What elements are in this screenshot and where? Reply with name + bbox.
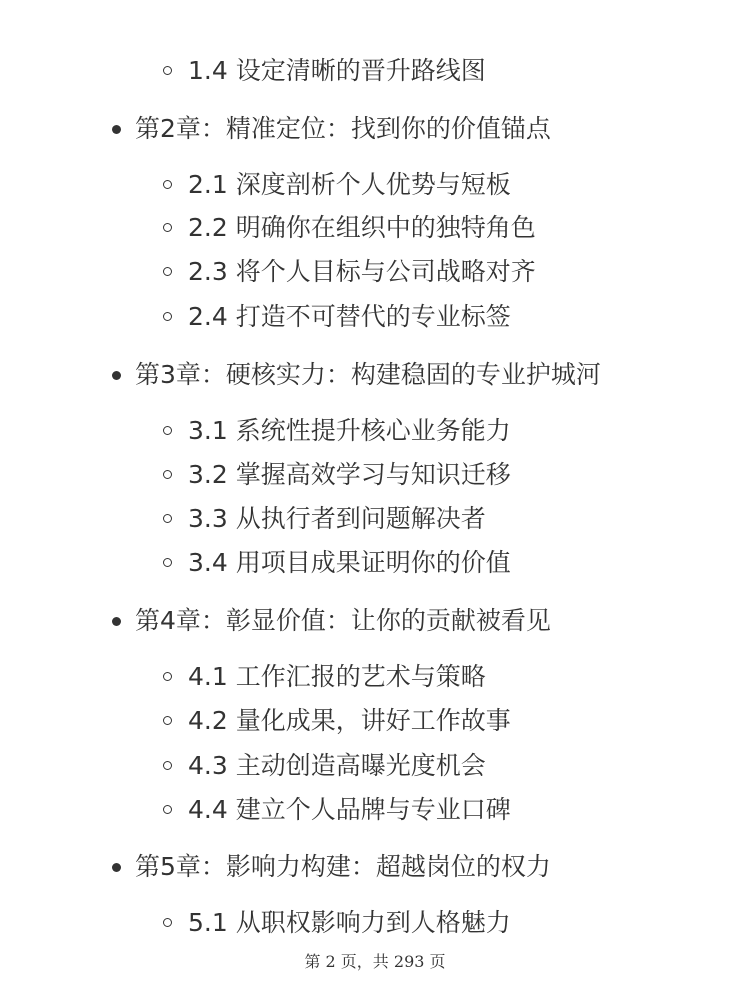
toc-item-label: 2.4 打造不可替代的专业标签 xyxy=(188,302,511,331)
hollow-bullet-icon xyxy=(163,426,172,435)
hollow-bullet-icon xyxy=(163,180,172,189)
page-number-footer: 第 2 页，共 293 页 xyxy=(304,952,446,971)
filled-bullet-icon xyxy=(112,371,121,380)
filled-bullet-icon xyxy=(112,125,121,134)
hollow-bullet-icon xyxy=(163,672,172,681)
hollow-bullet-icon xyxy=(163,514,172,523)
toc-item-label: 5.1 从职权影响力到人格魅力 xyxy=(188,908,511,937)
toc-item-label: 3.2 掌握高效学习与知识迁移 xyxy=(188,460,511,489)
toc-item-label: 4.2 量化成果，讲好工作故事 xyxy=(188,706,511,735)
filled-bullet-icon xyxy=(112,617,121,626)
toc-chapter-label: 第2章：精准定位：找到你的价值锚点 xyxy=(135,114,551,143)
toc-item-label: 2.1 深度剖析个人优势与短板 xyxy=(188,170,511,199)
toc-item-label: 3.3 从执行者到问题解决者 xyxy=(188,504,486,533)
hollow-bullet-icon xyxy=(163,716,172,725)
toc-item-label: 3.1 系统性提升核心业务能力 xyxy=(188,416,511,445)
hollow-bullet-icon xyxy=(163,223,172,232)
hollow-bullet-icon xyxy=(163,312,172,321)
hollow-bullet-icon xyxy=(163,267,172,276)
hollow-bullet-icon xyxy=(163,918,172,927)
hollow-bullet-icon xyxy=(163,66,172,75)
toc-item-label: 4.1 工作汇报的艺术与策略 xyxy=(188,662,486,691)
toc-item-label: 1.4 设定清晰的晋升路线图 xyxy=(188,56,486,85)
hollow-bullet-icon xyxy=(163,558,172,567)
toc-item-label: 3.4 用项目成果证明你的价值 xyxy=(188,548,511,577)
toc-item-label: 2.3 将个人目标与公司战略对齐 xyxy=(188,257,536,286)
hollow-bullet-icon xyxy=(163,761,172,770)
toc-item-label: 2.2 明确你在组织中的独特角色 xyxy=(188,213,536,242)
hollow-bullet-icon xyxy=(163,470,172,479)
toc-item-label: 4.4 建立个人品牌与专业口碑 xyxy=(188,795,511,824)
hollow-bullet-icon xyxy=(163,805,172,814)
filled-bullet-icon xyxy=(112,863,121,872)
toc-chapter-label: 第5章：影响力构建：超越岗位的权力 xyxy=(135,852,551,881)
toc-item-label: 4.3 主动创造高曝光度机会 xyxy=(188,751,486,780)
toc-chapter-label: 第4章：彰显价值：让你的贡献被看见 xyxy=(135,606,551,635)
toc-chapter-label: 第3章：硬核实力：构建稳固的专业护城河 xyxy=(135,360,601,389)
